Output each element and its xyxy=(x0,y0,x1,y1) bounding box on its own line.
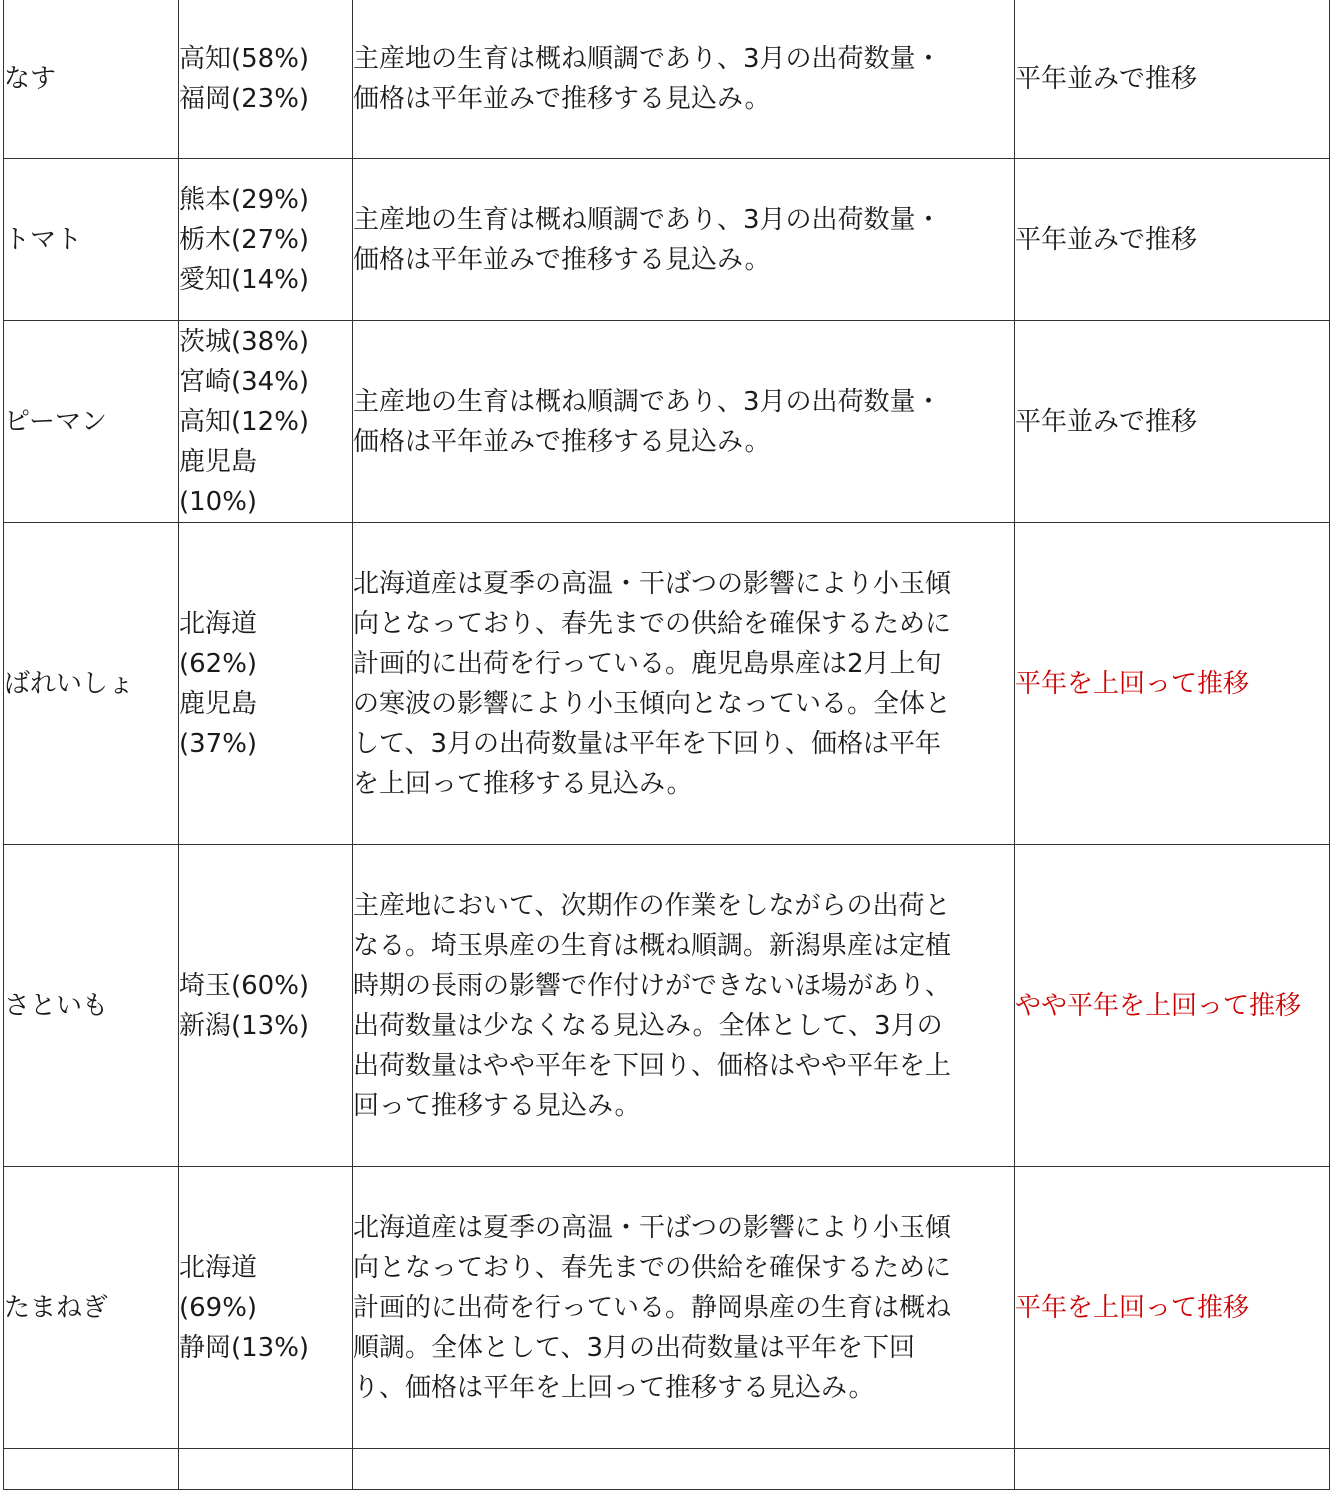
item-name-cell: ばれいしょ xyxy=(4,523,179,845)
origin-line: 茨城(38%) xyxy=(179,326,310,357)
item-name-cell: トマト xyxy=(4,159,179,321)
description-line: 主産地において、次期作の作業をしながらの出荷と xyxy=(353,890,951,921)
description-line: 価格は平年並みで推移する見込み。 xyxy=(353,83,771,114)
trend-cell: 平年を上回って推移 xyxy=(1015,1167,1330,1449)
origin-line: (69%) xyxy=(179,1292,258,1323)
description-line: 計画的に出荷を行っている。静岡県産の生育は概ね xyxy=(353,1292,952,1323)
table-row xyxy=(4,845,1330,1167)
description-line: 主産地の生育は概ね順調であり、3月の出荷数量・ xyxy=(353,43,942,74)
trend-cell: 平年並みで推移 xyxy=(1015,321,1330,523)
table-row xyxy=(4,321,1330,523)
description-line: 主産地の生育は概ね順調であり、3月の出荷数量・ xyxy=(353,386,942,417)
trend-cell: 平年並みで推移 xyxy=(1015,159,1330,321)
origin-line: (37%) xyxy=(179,728,258,759)
origin-line: 熊本(29%) xyxy=(179,184,310,215)
description-line: なる。埼玉県産の生育は概ね順調。新潟県産は定植 xyxy=(353,930,952,961)
trend-cell: 平年並みで推移 xyxy=(1015,0,1330,159)
origin-line: 愛知(14%) xyxy=(179,264,310,295)
description-cell xyxy=(353,523,1015,845)
vegetable-forecast-table xyxy=(3,0,1330,1490)
table-row xyxy=(4,1167,1330,1449)
description-line: 計画的に出荷を行っている。鹿児島県産は2月上旬 xyxy=(353,648,942,679)
description-line: 主産地の生育は概ね順調であり、3月の出荷数量・ xyxy=(353,204,942,235)
description-line: 時期の長雨の影響で作付けができないほ場があり、 xyxy=(353,970,952,1001)
origin-line: 鹿児島 xyxy=(179,446,258,477)
origin-line: (62%) xyxy=(179,648,258,679)
description-line: 出荷数量はやや平年を下回り、価格はやや平年を上 xyxy=(353,1050,952,1081)
trend-cell: やや平年を上回って推移 xyxy=(1015,845,1330,1167)
origin-line: 高知(12%) xyxy=(179,406,310,437)
table-row xyxy=(4,523,1330,845)
item-name-cell: たまねぎ xyxy=(4,1167,179,1449)
description-cell xyxy=(353,0,1015,159)
origin-line: 栃木(27%) xyxy=(179,224,310,255)
description-line: 北海道産は夏季の高温・干ばつの影響により小玉傾 xyxy=(353,568,952,599)
origin-cell xyxy=(179,523,353,845)
description-line: 価格は平年並みで推移する見込み。 xyxy=(353,244,771,275)
origin-cell xyxy=(179,0,353,159)
origin-line: 鹿児島 xyxy=(179,688,258,719)
origin-line: 北海道 xyxy=(179,608,258,639)
trend-cell: 平年を上回って推移 xyxy=(1015,523,1330,845)
description-cell xyxy=(353,845,1015,1167)
origin-cell xyxy=(179,321,353,523)
description-line: 向となっており、春先までの供給を確保するために xyxy=(353,608,952,639)
description-line: 出荷数量は少なくなる見込み。全体として、3月の xyxy=(353,1010,943,1041)
origin-line: 北海道 xyxy=(179,1252,258,1283)
description-line: 回って推移する見込み。 xyxy=(353,1090,641,1121)
origin-line: 宮崎(34%) xyxy=(179,366,310,397)
table-row xyxy=(4,0,1330,159)
description-line: の寒波の影響により小玉傾向となっている。全体と xyxy=(353,688,952,719)
item-name-cell: さといも xyxy=(4,845,179,1167)
table-row-partial xyxy=(4,1449,1330,1490)
description-line: 向となっており、春先までの供給を確保するために xyxy=(353,1252,952,1283)
table-row xyxy=(4,159,1330,321)
origin-cell xyxy=(179,1167,353,1449)
origin-line: 新潟(13%) xyxy=(179,1010,310,1041)
origin-line: 静岡(13%) xyxy=(179,1332,310,1363)
item-name-cell: なす xyxy=(4,0,179,159)
item-name-cell: ピーマン xyxy=(4,321,179,523)
description-cell xyxy=(353,1167,1015,1449)
description-cell xyxy=(353,321,1015,523)
description-cell xyxy=(353,159,1015,321)
origin-line: 高知(58%) xyxy=(179,43,310,74)
description-line: 価格は平年並みで推移する見込み。 xyxy=(353,426,771,457)
description-line: を上回って推移する見込み。 xyxy=(353,768,693,799)
origin-line: (10%) xyxy=(179,486,258,517)
origin-line: 福岡(23%) xyxy=(179,83,310,114)
description-line: して、3月の出荷数量は平年を下回り、価格は平年 xyxy=(353,728,942,759)
description-line: 北海道産は夏季の高温・干ばつの影響により小玉傾 xyxy=(353,1212,952,1243)
description-line: 順調。全体として、3月の出荷数量は平年を下回 xyxy=(353,1332,916,1363)
origin-cell xyxy=(179,159,353,321)
description-line: り、価格は平年を上回って推移する見込み。 xyxy=(353,1372,875,1403)
origin-cell xyxy=(179,845,353,1167)
origin-line: 埼玉(60%) xyxy=(179,970,310,1001)
